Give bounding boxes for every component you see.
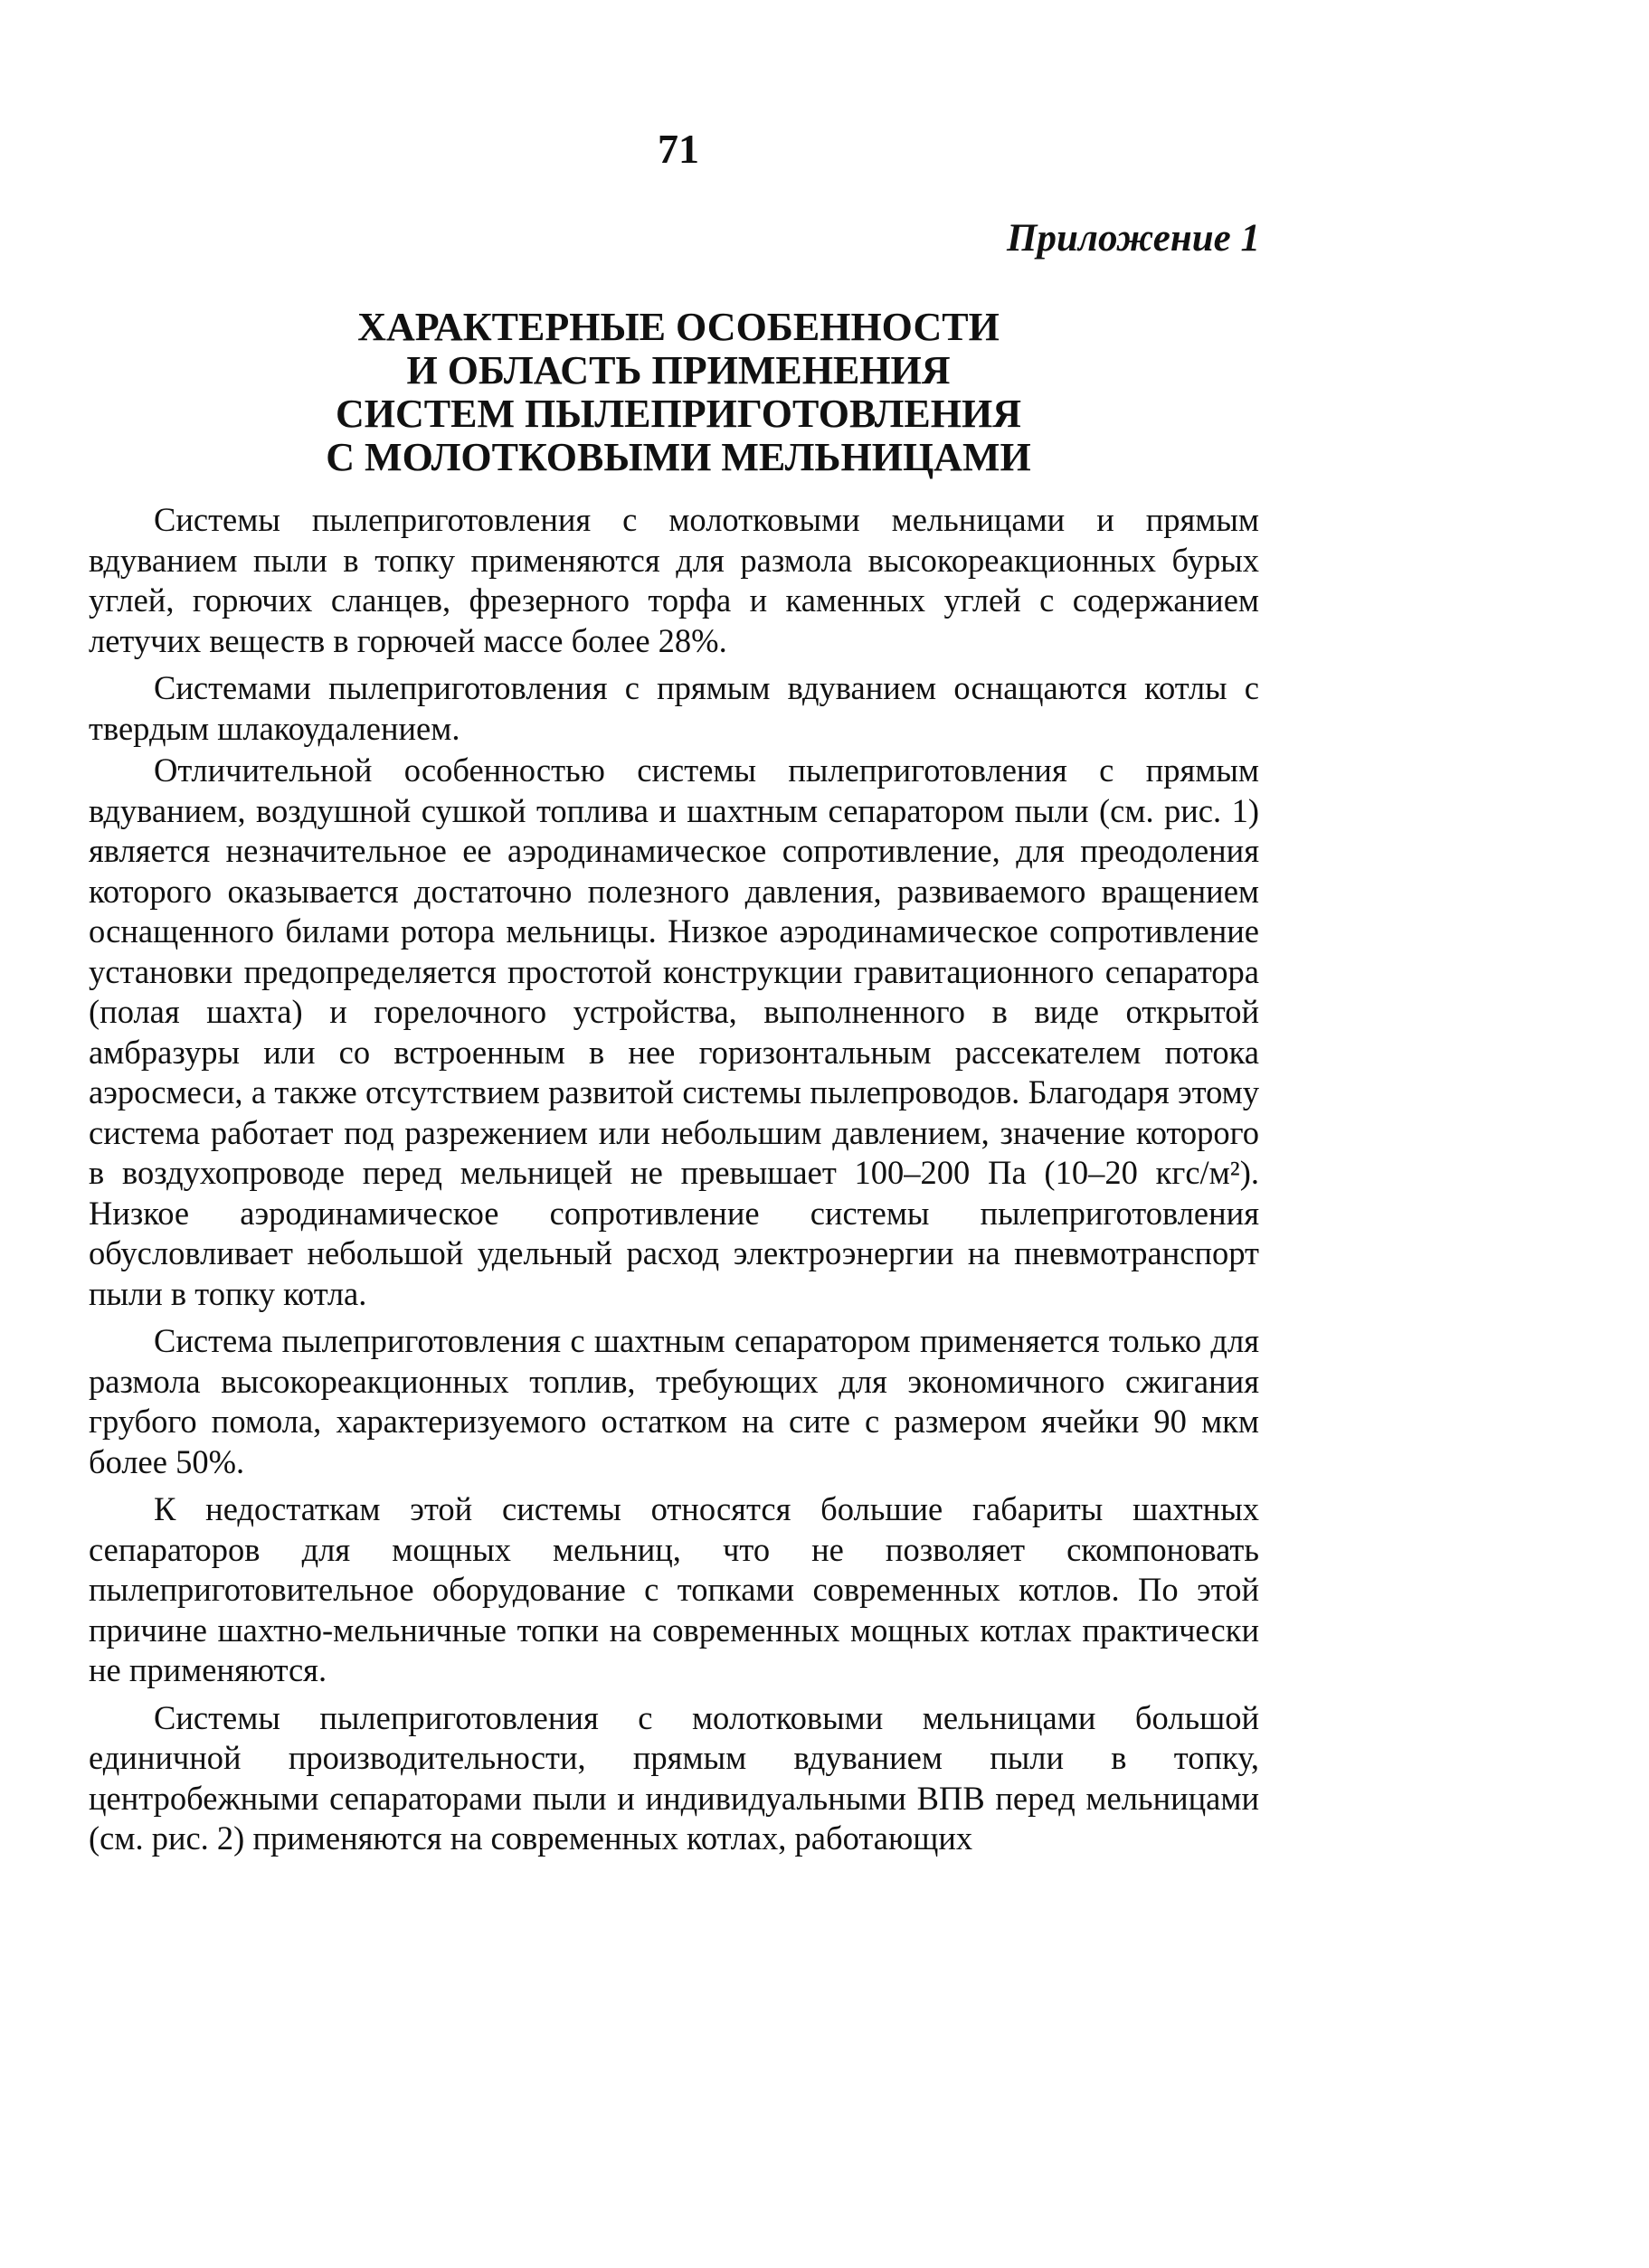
page-number: 71 [658, 126, 699, 172]
title-line: С МОЛОТКОВЫМИ МЕЛЬНИЦАМИ [326, 435, 1031, 479]
paragraph: Системами пылеприготовления с прямым вдуванием оснащаются котлы с твердым шлакоудалением. [89, 669, 1259, 747]
paragraph: Системы пылеприготовления с молотковыми мельницами большой единичной производительности, прямым вдуванием пыли в топку, центробежными сепараторами пыли и индивидуальными ВПВ перед мельницами (см. рис. 2) применяются на современных котлах, работающих [89, 1698, 1259, 1857]
body-text [89, 500, 1259, 1866]
paragraph: Системы пылеприготовления с молотковыми мельницами и прямым вдуванием пыли в топку применяются для размола высокореакционных бурых углей, горючих сланцев, фрезерного торфа и каменных углей с содержанием летучих веществ в горючей массе более 28%. [89, 501, 1259, 659]
title-line: СИСТЕМ ПЫЛЕПРИГОТОВЛЕНИЯ [335, 392, 1022, 436]
paragraph: К недостаткам этой системы относятся большие габариты шахтных сепараторов для мощных мельниц, что не позволяет скомпоновать пылеприготовительное оборудование с топками современных котлов. По этой причине шахтно-мельничные топки на современных мощных котлах практически не применяются. [89, 1490, 1259, 1688]
paragraph: Отличительной особенностью системы пылеприготовления с прямым вдуванием, воздушной сушкой топлива и шахтным сепаратором пыли (см. рис. 1) является незначительное ее аэродинамическое сопротивление, для преодоления которого оказывается достаточно полезного давления, развиваемого вращением оснащенного билами ротора мельницы. Низкое аэродинамическое сопротивление установки предопределяется простотой конструкции гравитационного сепаратора (полая шахта) и горелочного устройства, выполненного в виде открытой амбразуры или со встроенным в нее горизонтальным рассекателем потока аэросмеси, а также отсутствием развитой системы пылепроводов. Благодаря этому система работает под разрежением или небольшим давлением, значение которого в воздухопроводе перед мельницей не превышает 100–200 Па (10–20 кгс/м²). Низкое аэродинамическое сопротивление системы пылеприготовления обусловливает небольшой удельный расход электроэнергии на пневмотранспорт пыли в топку котла. [89, 751, 1259, 1312]
paragraph: Система пылеприготовления с шахтным сепаратором применяется только для размола высокореакционных топлив, требующих для экономичного сжигания грубого помола, характеризуемого остатком на сите с размером ячейки 90 мкм более 50%. [89, 1322, 1259, 1480]
title-line: И ОБЛАСТЬ ПРИМЕНЕНИЯ [406, 348, 951, 392]
page-title [0, 306, 1357, 479]
title-line: ХАРАКТЕРНЫЕ ОСОБЕННОСТИ [357, 305, 1000, 349]
appendix-label: Приложение 1 [1007, 217, 1260, 260]
